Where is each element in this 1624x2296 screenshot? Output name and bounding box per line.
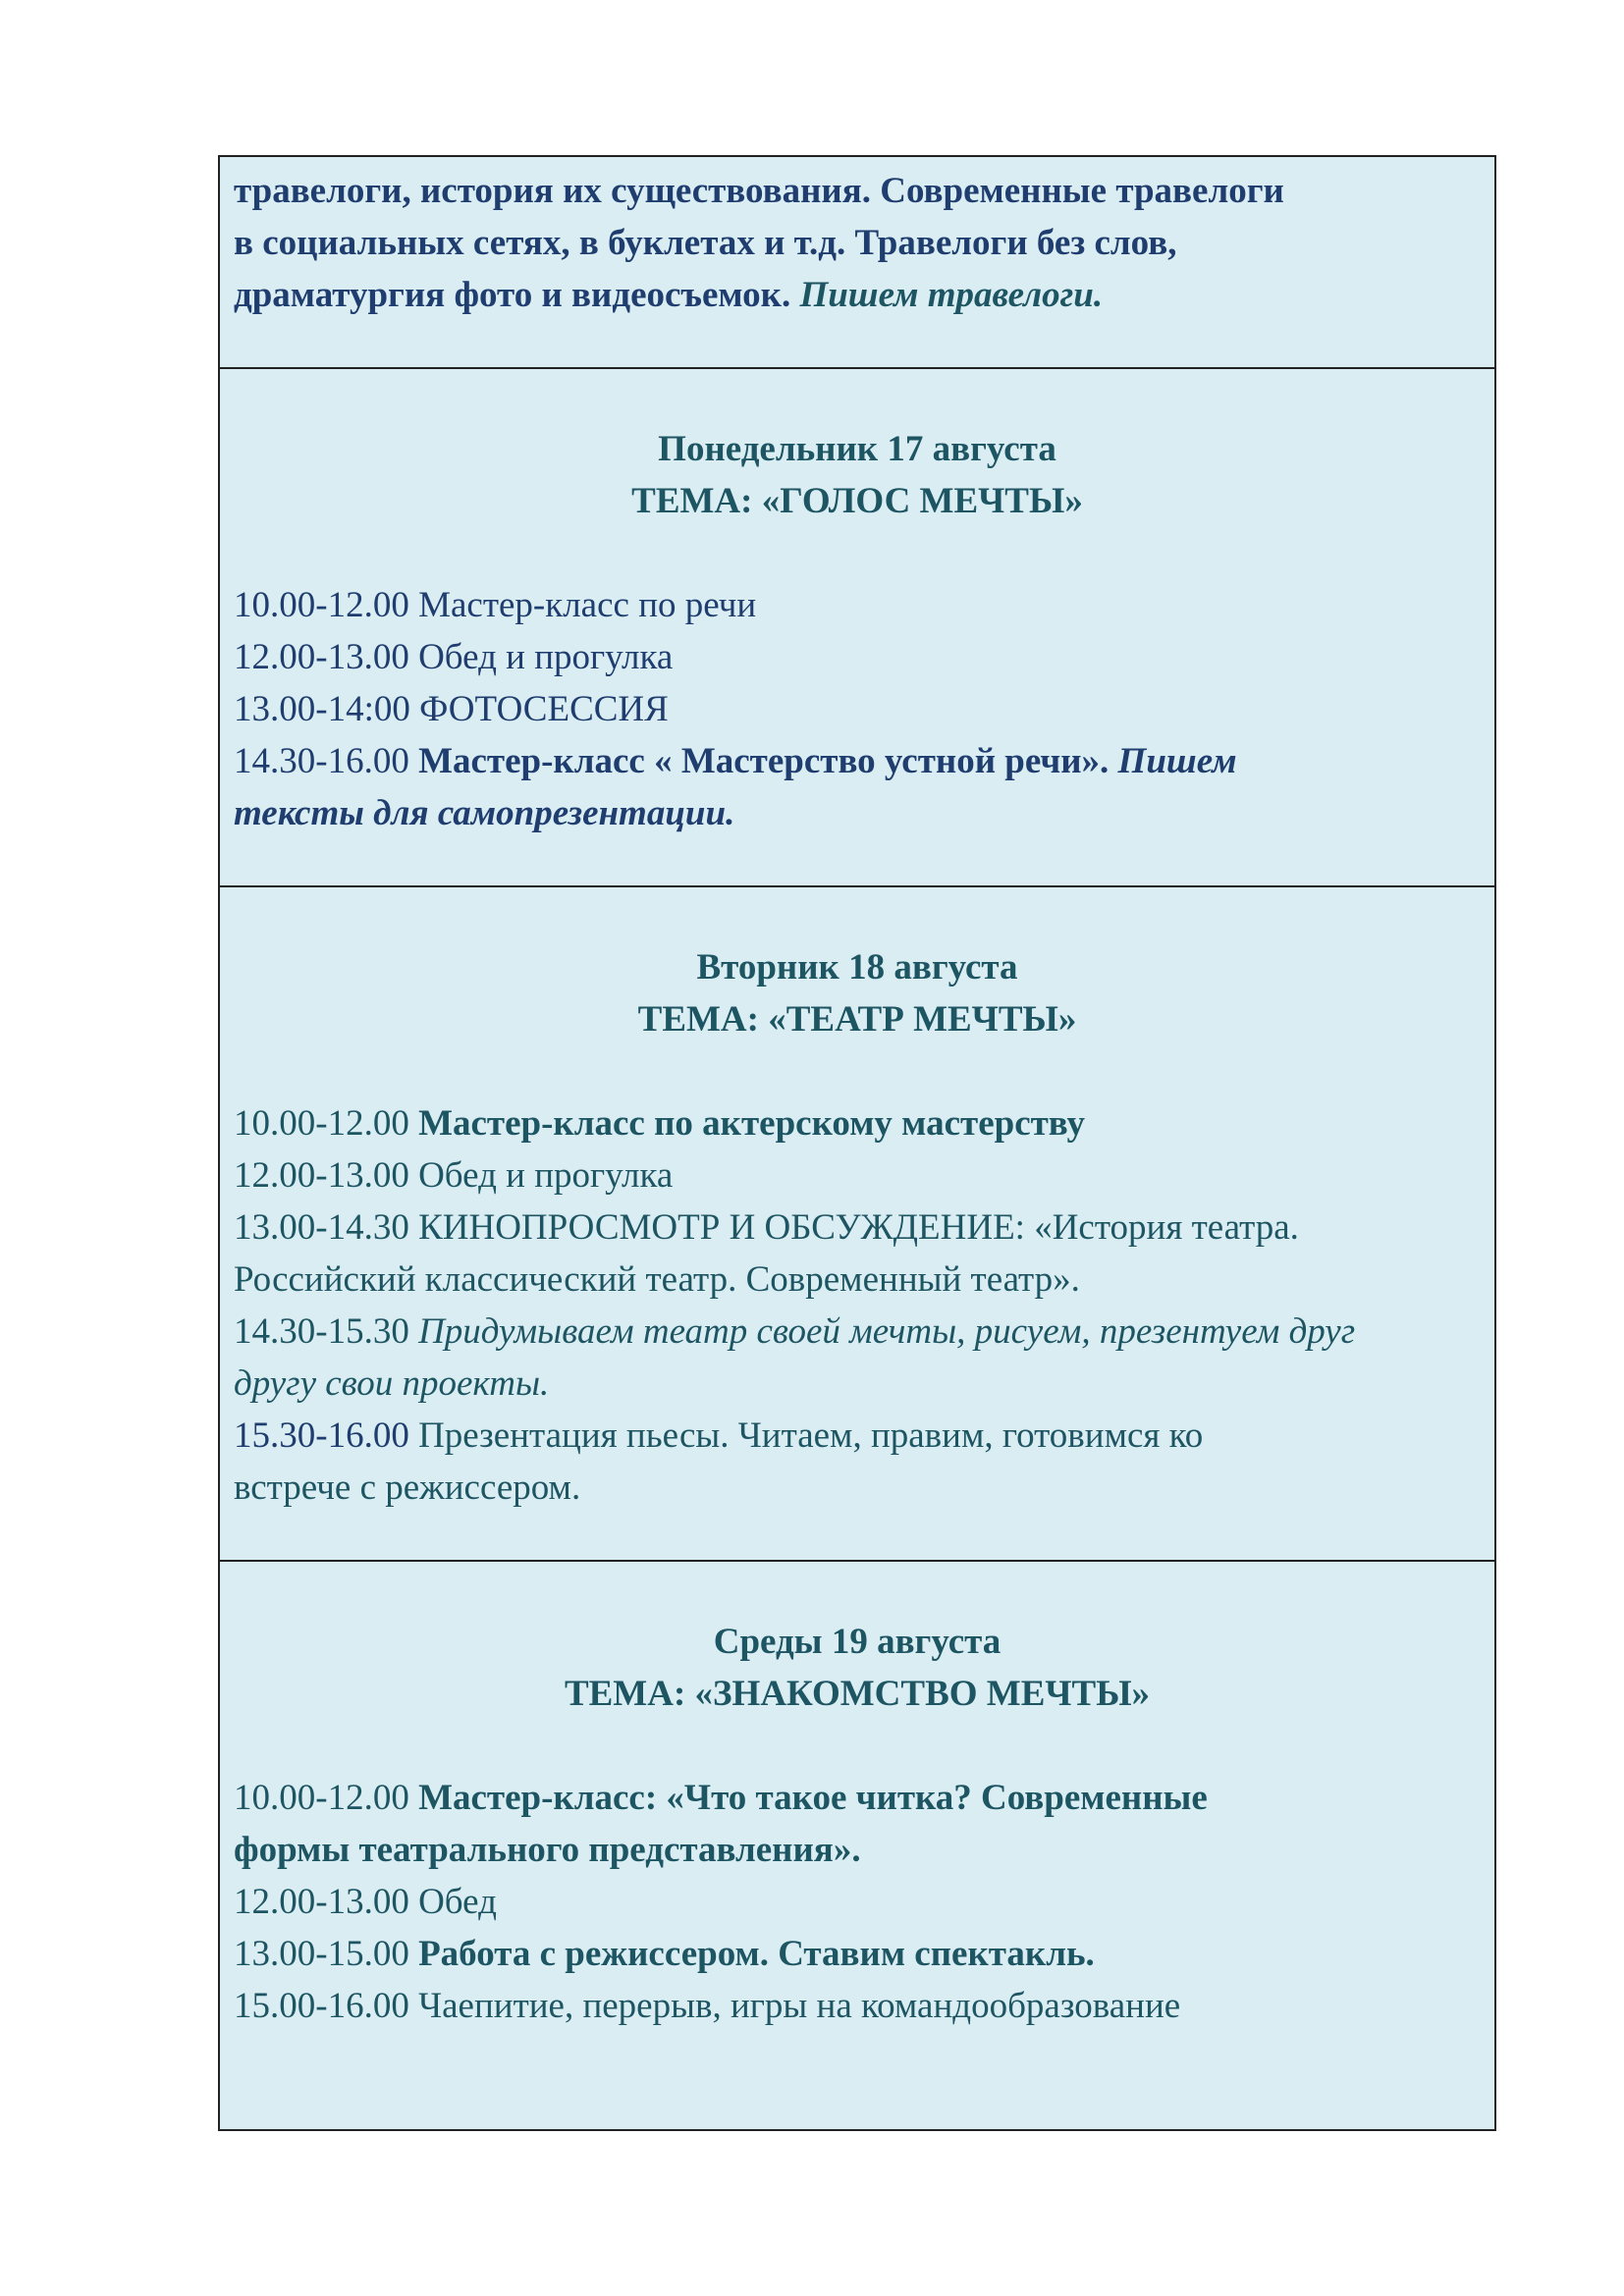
schedule-item: 14.30-15.30 Придумываем театр своей мечты, рисуем, презентуем друг (234, 1311, 1356, 1352)
schedule-item-cont: другу свои проекты. (234, 1363, 550, 1404)
intro-line: в социальных сетях, в буклетах и т.д. Травелоги без слов, (234, 223, 1177, 263)
schedule-item-cont: тексты для самопрезентации. (234, 793, 735, 833)
day-heading: Вторник 18 августа (696, 947, 1018, 988)
schedule-item: 10.00-12.00 Мастер-класс: «Что такое читка? Современные (234, 1778, 1208, 1818)
intro-line (234, 269, 1481, 321)
schedule-item: 13.00-15.00 Работа с режиссером. Ставим спектакль. (234, 1934, 1095, 1974)
schedule-item-cont: Российский классический театр. Современный театр». (234, 1259, 1080, 1300)
schedule-table (218, 155, 1496, 2131)
intro-italic: Пишем травелоги. (790, 275, 1104, 315)
schedule-item: 15.00-16.00 Чаепитие, перерыв, игры на командообразование (234, 1986, 1181, 2026)
monday-cell (220, 367, 1494, 885)
schedule-item: 13.00-14:00 ФОТОСЕССИЯ (234, 689, 669, 729)
intro-line: травелоги, история их существования. Современные травелоги (234, 171, 1284, 211)
schedule-item-cont: формы театрального представления». (234, 1830, 861, 1870)
schedule-item: 12.00-13.00 Обед и прогулка (234, 1155, 674, 1196)
theme-heading: ТЕМА: «ЗНАКОМСТВО МЕЧТЫ» (564, 1674, 1151, 1714)
day-heading: Понедельник 17 августа (658, 429, 1056, 469)
schedule-item: 10.00-12.00 Мастер-класс по речи (234, 585, 757, 625)
intro-text: драматургия фото и видеосъемок. (234, 275, 791, 315)
tuesday-cell (220, 885, 1494, 1560)
theme-heading: ТЕМА: «ТЕАТР МЕЧТЫ» (637, 999, 1077, 1040)
schedule-item: 12.00-13.00 Обед (234, 1882, 497, 1922)
schedule-item-cont: встрече с режиссером. (234, 1468, 581, 1508)
schedule-item: 14.30-16.00 Мастер-класс « Мастерство устной речи». Пишем (234, 741, 1237, 781)
schedule-item: 10.00-12.00 Мастер-класс по актерскому мастерству (234, 1103, 1086, 1144)
schedule-item: 13.00-14.30 КИНОПРОСМОТР И ОБСУЖДЕНИЕ: «История театра. (234, 1207, 1299, 1248)
intro-cell (220, 157, 1494, 367)
schedule-item: 12.00-13.00 Обед и прогулка (234, 637, 674, 677)
theme-heading: ТЕМА: «ГОЛОС МЕЧТЫ» (631, 481, 1083, 521)
day-heading: Среды 19 августа (713, 1622, 1001, 1662)
schedule-item: 15.30-16.00 Презентация пьесы. Читаем, правим, готовимся ко (234, 1415, 1204, 1456)
wednesday-cell (220, 1560, 1494, 2129)
